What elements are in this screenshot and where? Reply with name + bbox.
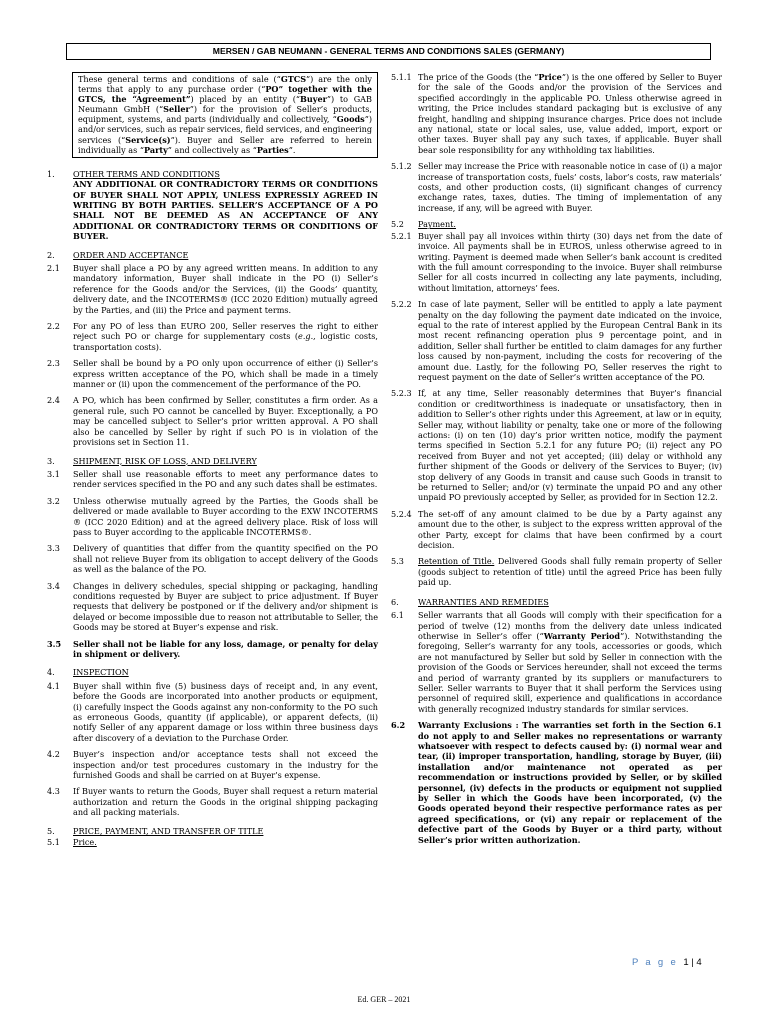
section-number: 5. xyxy=(47,825,55,836)
section-title: SHIPMENT, RISK OF LOSS, AND DELIVERY xyxy=(73,455,257,466)
clause-5-1-1 xyxy=(391,72,722,155)
section-title: WARRANTIES AND REMEDIES xyxy=(418,596,549,607)
clause-number: 3.2 xyxy=(47,495,60,506)
clause-text xyxy=(73,321,378,352)
clause-3-3 xyxy=(47,543,378,574)
clause-number: 2.4 xyxy=(47,395,60,406)
term-price: Price xyxy=(538,72,562,82)
clause-2-4 xyxy=(47,395,378,447)
clause-text: Unless otherwise mutually agreed by the Parties, the Goods shall be delivered or made available to Buyer according to the EXW INCOTERMS ® (ICC 2020 Edition) and at the agreed delivery place. Risk of loss will pass to Buyer according to the applicable INCOTERMS®. xyxy=(73,495,378,537)
page-separator: | xyxy=(691,957,694,968)
clause-text: Buyer’s inspection and/or acceptance tests shall not exceed the inspection and/or test procedures customary in the industry for the furnished Goods and shall be carried on at Buyer’s expense. xyxy=(73,749,378,781)
section-1 xyxy=(47,169,378,242)
clause-5-3 xyxy=(391,556,722,587)
clause-text-part: logistic costs, transportation costs). xyxy=(73,331,378,352)
section-2 xyxy=(47,250,378,260)
clause-4-2 xyxy=(47,749,378,780)
clause-text: Delivery of quantities that differ from the quantity specified on the PO shall not relieve Buyer from its obligation to accept delivery of the Goods as well as the balance of the PO. xyxy=(73,543,378,575)
section-number: 2. xyxy=(47,249,55,260)
clause-text: In case of late payment, Seller will be entitled to apply a late payment penalty on the day following the payment date indicated on the invoice, equal to the rate of interest applied by the European Central Bank in its most recent refinancing operation plus 9 percentage point, and in addition, Seller shall further be entitled to claim damages for any further loss caused by non-payment, including the costs for recovering of the amount due. Lastly, for the following PO, Seller reserves the right to request payment on the date of Seller’s written acceptance of the PO. xyxy=(418,299,722,382)
clause-number: 3.1 xyxy=(47,468,60,479)
clause-text: The set-off of any amount claimed to be due by a Party against any amount due to the other, is subject to the express written approval of the other Party, except for claims that have been confirmed by a court decision. xyxy=(418,508,722,551)
clause-number: 5.2.1 xyxy=(391,230,412,241)
intro-text: ”). Buyer and Seller are referred to herein individually as “ xyxy=(78,134,372,155)
clause-text xyxy=(418,556,722,587)
clause-text: If Buyer wants to return the Goods, Buyer shall request a return material authorization and return the Goods in the original shipping packaging and all packing materials. xyxy=(73,786,378,818)
clause-title: Price. xyxy=(73,837,97,848)
clause-text: Seller may increase the Price with reasonable notice in case of (i) a major increase of transportation costs, fuels’ costs, labor’s costs, raw materials’ costs, and other production costs, (ii) significant changes of currency exchange rates, taxes, duties. The timing of implementation of any increase, if any, will be agreed with Buyer. xyxy=(418,161,722,213)
section-title: OTHER TERMS AND CONDITIONS xyxy=(73,168,220,179)
clause-2-1 xyxy=(47,263,378,315)
clause-text: Seller shall use reasonable efforts to meet any performance dates to render services specified in the PO and any such dates shall be estimates. xyxy=(73,468,378,490)
clause-5-2-2 xyxy=(391,299,722,382)
term-parties: Parties xyxy=(256,144,289,155)
clause-number: 4.1 xyxy=(47,680,60,691)
clause-text: Warranty Exclusions : The warranties set forth in the Section 6.1 do not apply to and Seller makes no representations or warranty whatsoever with respect to defects caused by: (i) normal wear and tear, (ii) improper transportation, handling, storage by Buyer, (iii) installation and/or maintenance not operated as per recommendation or instructions provided by Seller, or by skilled personnel, (iv) defects in the products or equipment not supplied by Seller in which the Goods have been incorporated, (v) the Goods operated beyond their respective performance rates as per agreed specifications, or (vi) any repair or replacement of the defective part of the Goods by Buyer or a third party, without Seller’s prior written authorization. xyxy=(418,720,722,845)
clause-title: Retention of Title. xyxy=(418,556,495,567)
section-text: ANY ADDITIONAL OR CONTRADICTORY TERMS OR CONDITIONS OF BUYER SHALL NOT APPLY, UNLESS EXPRESSLY AGREED IN WRITING BY BOTH PARTIES. SELLER’S ACCEPTANCE OF A PO SHALL NOT BE DEEMED AS AN ACCEPTANCE OF ANY ADDITIONAL OR CONTRADICTORY TERMS OR CONDITIONS OF BUYER. xyxy=(73,179,378,242)
clause-number: 3.4 xyxy=(47,580,60,591)
clause-text-part: The price of the Goods (the “ xyxy=(418,72,539,82)
clause-number: 5.1.1 xyxy=(391,72,412,82)
clause-number: 5.3 xyxy=(391,556,404,567)
clause-number: 6.1 xyxy=(391,610,404,621)
intro-box xyxy=(72,72,378,158)
clause-number: 5.2.3 xyxy=(391,388,412,399)
clause-3-2 xyxy=(47,496,378,538)
page-label: P a g e xyxy=(632,957,679,968)
clause-5-2-4 xyxy=(391,509,722,551)
clause-5-1-2 xyxy=(391,161,722,213)
clause-3-4 xyxy=(47,581,378,633)
clause-4-1 xyxy=(47,681,378,743)
clause-number: 3.3 xyxy=(47,543,60,554)
section-5 xyxy=(47,826,378,836)
left-column xyxy=(47,72,378,848)
intro-text: ”) and/or services, such as repair services, field services, and engineering services (“ xyxy=(78,114,372,145)
term-party: Party xyxy=(143,144,168,155)
term-seller: Seller xyxy=(163,104,190,115)
section-title: PRICE, PAYMENT, AND TRANSFER OF TITLE xyxy=(73,825,264,836)
clause-2-2 xyxy=(47,321,378,352)
clause-number: 5.2.4 xyxy=(391,508,412,519)
clause-number: 5.2 xyxy=(391,219,404,230)
section-number: 6. xyxy=(391,596,399,607)
clause-5-2-3 xyxy=(391,388,722,502)
clause-number: 5.1 xyxy=(47,837,60,848)
intro-text: ” and collectively as “ xyxy=(167,144,257,155)
page-number xyxy=(632,957,702,968)
clause-number: 3.5 xyxy=(47,638,62,649)
clause-text xyxy=(418,610,722,714)
clause-text-part: ”) is the one offered by Seller to Buyer for the sale of the Goods and/or the provision of the Services and specified accordingly in the applicable PO. Unless otherwise agreed in writing, the Price includes standard packaging but is exclusive of any freight, handling and shipping insurance charges. Price does not include any national, state or local sales, use, value added, import, export or other taxes. Buyer shall pay any such taxes, if applicable. Buyer shall bear sole responsibility for any withholding tax liabilities. xyxy=(418,72,722,155)
clause-number: 4.3 xyxy=(47,786,60,797)
section-4 xyxy=(47,667,378,677)
clause-3-5 xyxy=(47,639,378,660)
clause-number: 5.2.2 xyxy=(391,299,412,310)
intro-text: ”) for the provision of Seller’s products, equipment, systems, and parts (individually and collectively, “ xyxy=(78,104,372,125)
section-3 xyxy=(47,456,378,466)
clause-text: Seller shall be bound by a PO only upon occurrence of either (i) Seller’s express written acceptance of the PO, which shall be made in a timely manner or (ii) upon the commencement of the performance of the PO. xyxy=(73,358,378,390)
clause-3-1 xyxy=(47,469,378,490)
intro-text: ”) are the only terms that apply to any purchase order (“ xyxy=(78,74,373,95)
clause-text: Buyer shall within five (5) business days of receipt and, in any event, before the Goods are incorporated into another products or equipment, (i) carefully inspect the Goods against any non-conformity to the PO such as erroneous Goods, quantity (if applicable), or apparent defects, (ii) notify Seller of any apparent damage or loss within three business days after discovery of a deviation to the Purchase Order. xyxy=(73,680,378,743)
term-po: PO” together with the GTCS, the “Agreement” xyxy=(78,84,372,105)
section-number: 4. xyxy=(47,667,55,678)
clause-5-2 xyxy=(391,219,722,229)
clause-text: A PO, which has been confirmed by Seller, constitutes a firm order. As a general rule, such PO cannot be cancelled by Buyer. Exceptionally, a PO may be cancelled subject to Seller’s prior written approval. A PO shall also be cancelled by Seller by right if such PO is in violation of the provisions set in Section 11. xyxy=(73,395,378,448)
clause-5-1 xyxy=(47,837,378,847)
edition-footer: Ed. GER – 2021 xyxy=(357,995,411,1004)
clause-number: 4.2 xyxy=(47,749,60,760)
clause-text-part: ”). Notwithstanding the foregoing, Seller’s warranty for any tools, accessories or goods, which are not manufactured by Seller but sold by Seller in connection with the provision of the Goods or Services hereunder, shall not exceed the terms and period of warranty granted by its suppliers or manufacturers to Seller. Seller warrants to Buyer that it shall perform the Services using personnel of required skill, experience and qualifications in accordance with generally recognized industry standards for similar services. xyxy=(418,630,722,714)
intro-text: These general terms and conditions of sale (“ xyxy=(78,74,281,84)
term-services: Service(s) xyxy=(125,134,171,145)
section-number: 3. xyxy=(47,455,55,466)
clause-number: 5.1.2 xyxy=(391,161,412,172)
section-title: ORDER AND ACCEPTANCE xyxy=(73,249,189,260)
page-total: 4 xyxy=(696,957,702,968)
clause-title: Payment. xyxy=(418,219,456,230)
clause-text-part: Delivered Goods shall fully remain property of Seller (goods subject to retention of title) until the agreed Price has been fully paid up. xyxy=(418,556,722,588)
term-warranty-period: Warranty Period xyxy=(543,630,621,641)
eg-abbrev: e.g., xyxy=(298,331,316,342)
intro-text: ”) to GAB Neumann GmbH (“ xyxy=(78,94,372,115)
clause-text: Changes in delivery schedules, special shipping or packaging, handling conditions requested by Buyer are subject to price adjustment. If Buyer requests that delivery be postponed or if the delivery and/or shipment is delayed or become impossible due to reason not attributable to Seller, the Goods may be stored at Buyer’s expense and risk. xyxy=(73,580,379,633)
term-gtcs: GTCS xyxy=(280,74,307,84)
clause-number: 2.2 xyxy=(47,321,60,332)
clause-number: 2.1 xyxy=(47,263,60,273)
section-title: INSPECTION xyxy=(73,667,129,678)
right-column xyxy=(391,72,722,845)
clause-text: If, at any time, Seller reasonably determines that Buyer’s financial condition or creditworthiness is inadequate or unsatisfactory, then in addition to Seller’s other rights under this Agreement, at law or in equity, Seller may, without liability or penalty, take one or more of the following actions: (i) on ten (10) day’s prior written notice, modify the payment terms specified in Section 5.2.1 for any future PO; (ii) reject any PO received from Buyer and not yet accepted; (iii) delay or withhold any further shipment of the Goods or delivery of the Services to Buyer; (iv) stop delivery of any Goods in transit and cause such Goods in transit to be returned to Seller; and/or (v) terminate the unpaid PO and any other unpaid PO previously accepted by Seller, as provided for in Section 12.2. xyxy=(418,388,722,503)
clause-6-2 xyxy=(391,720,722,845)
clause-number: 6.2 xyxy=(391,720,406,731)
clause-4-3 xyxy=(47,786,378,817)
intro-text: ”. xyxy=(288,144,296,155)
clause-text: Buyer shall place a PO by any agreed written means. In addition to any mandatory information, Buyer shall indicate in the PO (i) Seller’s reference for the Goods and/or the Services, (ii) the Goods’ quantity, delivery date, and the INCOTERMS® (ICC 2020 Edition) mutually agreed by the Parties, and (iii) the Price and payment terms. xyxy=(73,263,378,315)
term-goods: Goods xyxy=(336,114,365,125)
intro-text: ) placed by an entity (“ xyxy=(190,94,301,105)
clause-text-part: For any PO of less than EURO 200, Seller reserves the right to either reject such PO or charge for supplementary costs ( xyxy=(73,321,378,342)
clause-2-3 xyxy=(47,358,378,389)
document-title: MERSEN / GAB NEUMANN - GENERAL TERMS AND CONDITIONS SALES (GERMANY) xyxy=(66,43,711,60)
clause-text: Buyer shall pay all invoices within thirty (30) days net from the date of invoice. All payments shall be in EUROS, unless otherwise agreed to in writing. Payment is deemed made when Seller’s bank account is credited with the full amount corresponding to the invoice. Buyer shall reimburse Seller for all costs incurred in collecting any late payments, including, without limitation, attorneys’ fees. xyxy=(418,230,722,293)
term-buyer: Buyer xyxy=(300,94,327,105)
section-6 xyxy=(391,597,722,607)
clause-text-part: Seller warrants that all Goods will comply with their specification for a period of twelve (12) months from the delivery date unless indicated otherwise in Seller’s offer (“ xyxy=(418,610,722,641)
page-current: 1 xyxy=(683,957,689,968)
clause-text: Seller shall not be liable for any loss, damage, or penalty for delay in shipment or delivery. xyxy=(73,638,378,659)
section-number: 1. xyxy=(47,168,55,179)
clause-6-1 xyxy=(391,610,722,714)
clause-5-2-1 xyxy=(391,231,722,293)
clause-text xyxy=(418,72,722,155)
clause-number: 2.3 xyxy=(47,358,60,369)
